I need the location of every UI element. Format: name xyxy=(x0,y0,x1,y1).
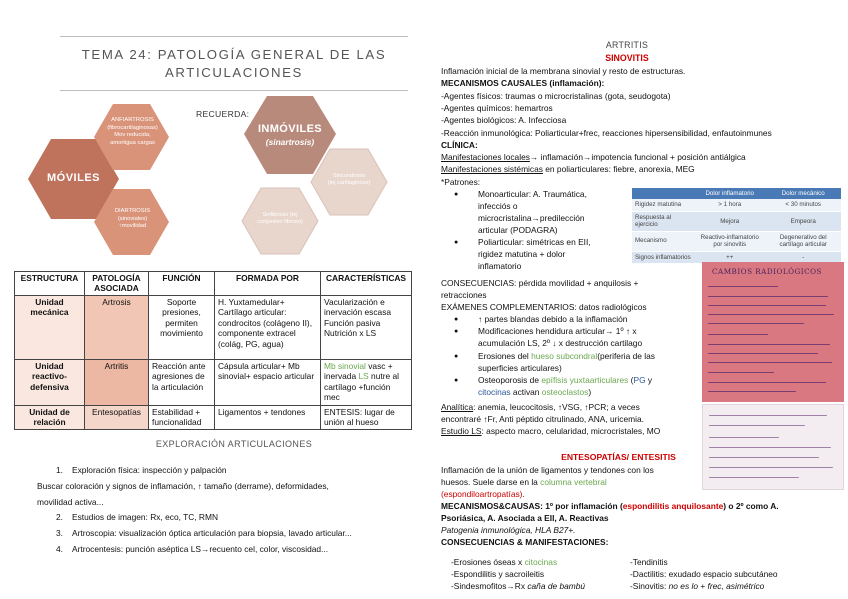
artritis-line-3: -Agentes físicos: traumas o microcristalinas (gota, seudogota) xyxy=(441,91,671,101)
explo-item-1c: movilidad activa... xyxy=(37,497,104,507)
diartrosis-desc: ↑movilidad xyxy=(118,223,147,230)
col-funcion: FUNCIÓN xyxy=(149,272,215,296)
examen-3a xyxy=(478,351,655,362)
entesis-line-4 xyxy=(441,501,779,512)
handwriting-line xyxy=(708,372,774,373)
dolor-header-row xyxy=(632,188,841,199)
handwriting-line xyxy=(709,477,799,478)
sinovitis-heading: SINOVITIS xyxy=(605,53,649,63)
analitica-text: : anemia, leucocitosis, ↑VSG, ↑PCR; a veces xyxy=(473,402,640,412)
diartrosis-name: DIARTROSIS xyxy=(114,208,151,214)
table-row xyxy=(632,199,841,211)
caract-ls: LS xyxy=(358,371,369,382)
e4-activan: activan xyxy=(510,387,542,397)
bullet-icon: ● xyxy=(454,353,459,360)
dolor-col-0 xyxy=(632,188,694,199)
dolor-cell: Reactivo-inflamatorio por sinovitis xyxy=(694,231,765,251)
table-header-row xyxy=(15,272,412,296)
e4-green: epífisis yuxtaarticulares xyxy=(541,375,629,385)
dolor-cell: > 1 hora xyxy=(694,199,765,211)
col-patologia: PATOLOGÍA ASOCIADA xyxy=(85,272,149,296)
handwriting-line xyxy=(708,344,830,345)
col-formada: FORMADA POR xyxy=(215,272,321,296)
handwritten-note-image xyxy=(702,262,844,402)
handwriting-line xyxy=(708,323,804,324)
table-row xyxy=(15,405,412,429)
e3-text: Erosiones del xyxy=(478,351,532,361)
dolor-cell: Empeora xyxy=(765,211,841,231)
manif-locales-text: → inflamación→impotencia funcional + posición antiálgica xyxy=(529,152,746,162)
clinica-label: CLÍNICA: xyxy=(441,140,478,150)
examen-2a: Modificaciones hendidura articular→ 1º ↑ x xyxy=(478,326,637,336)
table-row xyxy=(15,295,412,359)
hex-diartrosis-text xyxy=(96,208,169,231)
inmoviles-label: INMÓVILES xyxy=(257,123,323,135)
hex-sincondrosis-text xyxy=(311,173,387,188)
hex-sinfibrosis-text xyxy=(242,212,318,227)
analitica-2: encontraré ↑Fr, Anti péptido citrulinado, ANA, uricemia. xyxy=(441,414,644,424)
manifestaciones-sistemicas xyxy=(441,164,695,175)
handwriting-line xyxy=(708,353,818,354)
cell-patologia: Artritis xyxy=(85,359,149,405)
table-row xyxy=(15,359,412,405)
dolor-cell: ++ xyxy=(694,251,765,263)
caract-text-a: vasc + inervada xyxy=(324,360,393,382)
cell-funcion: Estabilidad + funcionalidad xyxy=(149,405,215,429)
manifestaciones-locales xyxy=(441,152,746,163)
cell-caracteristicas: Vacularización e inervación escasa Función pasiva Nutrición x LS xyxy=(321,295,412,359)
patron-mono-2: infecciós o xyxy=(478,201,518,211)
manif-locales-label: Manifestaciones locales xyxy=(441,152,530,162)
hex-inmoviles-text xyxy=(244,122,336,148)
artritis-line-5: -Agentes biológicos: A. Infecciosa xyxy=(441,115,567,125)
sinartrosis-label: (sinartrosis) xyxy=(265,136,315,147)
entesis-mec-b: ) o 2º como A. xyxy=(723,501,779,511)
manif-text: -Sinovitis: xyxy=(630,581,669,591)
caract-text-b: nutre al cartílago +función mec xyxy=(324,371,399,403)
patron-mono-4: articular (PODAGRA) xyxy=(478,225,558,235)
patron-poli-2: rigidez matutina + dolor xyxy=(478,249,566,259)
e4-pg: PG xyxy=(633,375,646,385)
manif-sistemicas-text: en poliarticulares: fiebre, anorexia, MEG xyxy=(542,164,695,174)
cell-estructura: Unidad de relación xyxy=(15,405,85,429)
table-row xyxy=(632,231,841,251)
entesis-line-1: Inflamación de la unión de ligamentos y tendones con los xyxy=(441,465,654,475)
e4-paren: ( xyxy=(628,375,634,385)
dolor-cell: - xyxy=(765,251,841,263)
handwriting-line xyxy=(709,437,779,438)
estudio-ls-text: : aspecto macro, celularidad, microcristales, MO xyxy=(481,426,661,436)
manif-sistemicas-label: Manifestaciones sistémicas xyxy=(441,164,543,174)
manif-italic: caña de bambú xyxy=(527,581,586,591)
manif-italic: no es lo + frec, asimétrico xyxy=(668,581,765,591)
sincondrosis-name: Sincondrosis xyxy=(332,173,366,179)
sinfibrosis-line-1: Sinfibrosis (tej xyxy=(262,212,298,218)
manif-left-2: -Espondilitis y sacroileitis xyxy=(451,569,545,579)
explo-text: Exploración física: inspección y palpación xyxy=(72,465,227,475)
examen-2b: acumulación LS, 2º ↓ x destrucción cartilago xyxy=(478,338,643,348)
sinfibrosis-line-2: conjuntivo fibroso) xyxy=(257,219,303,226)
entesis-line-6: Patogenia inmunológica, HLA B27+. xyxy=(441,525,576,535)
handwriting-line xyxy=(708,286,778,287)
table-row xyxy=(632,211,841,231)
sincondrosis-type: (tej cartilaginoso) xyxy=(327,180,371,187)
cell-formada: H. Yuxtamedular+ Cartílago articular: condrocitos (colágeno II), componente extracel (colág, PG, agua) xyxy=(215,295,321,359)
handwriting-line xyxy=(708,382,826,383)
cell-caracteristicas xyxy=(321,359,412,405)
handwriting-line xyxy=(708,296,828,297)
manif-text: -Sindesmofitos→Rx xyxy=(451,581,528,591)
explo-text: Artroscopia: visualización óptica articulación para biopsia, lavado articular... xyxy=(72,528,352,538)
explo-item-3 xyxy=(56,528,352,539)
anfiartrosis-desc-2: amortigua cargas xyxy=(110,139,155,146)
handwriting-line xyxy=(709,467,833,468)
e3-green: hueso subcondral xyxy=(531,351,598,361)
dolor-cell: Respuesta al ejercicio xyxy=(632,211,694,231)
examen-3b: superficies articulares) xyxy=(478,363,562,373)
handwriting-line xyxy=(709,447,831,448)
artritis-heading: ARTRITIS xyxy=(605,40,649,50)
handwriting-line xyxy=(708,334,768,335)
cell-estructura: Unidad mecánica xyxy=(15,295,85,359)
cell-formada: Ligamentos + tendones xyxy=(215,405,321,429)
explo-num: 1. xyxy=(56,465,63,475)
patron-mono-1: Monoarticular: A. Traumática, xyxy=(478,189,587,199)
dolor-cell: Mejora xyxy=(694,211,765,231)
manif-left-3 xyxy=(451,581,585,592)
entesis-line-5: Psoriásica, A. Asociada a EII, A. Reactivas xyxy=(441,513,609,523)
manif-right-1: -Tendinitis xyxy=(630,557,668,567)
entesis-line-7: CONSECUENCIAS & MANIFESTACIONES: xyxy=(441,537,609,547)
entesis-dot: . xyxy=(522,489,525,499)
dolor-comparison-table xyxy=(632,188,841,264)
cell-formada: Cápsula articular+ Mb sinovial+ espacio articular xyxy=(215,359,321,405)
estudio-ls xyxy=(441,426,660,437)
handwriting-line xyxy=(709,425,805,426)
joint-structures-table xyxy=(14,271,412,430)
bullet-icon: ● xyxy=(454,316,459,323)
artritis-line-1: Inflamación inicial de la membrana sinovial y resto de estructuras. xyxy=(441,66,686,76)
recuerda-label: RECUERDA: xyxy=(196,109,250,119)
cell-estructura: Unidad reactivo-defensiva xyxy=(15,359,85,405)
analitica-label: Analítica xyxy=(441,402,474,412)
explo-text: Artrocentesis: punción aséptica LS→recuento cel, color, viscosidad... xyxy=(72,544,329,554)
bullet-icon: ● xyxy=(454,377,459,384)
cell-funcion: Reacción ante agresiones de la articulación xyxy=(149,359,215,405)
anfiartrosis-type: (fibrocartilaginosas) xyxy=(107,124,158,131)
consecuencias-1: CONSECUENCIAS: pérdida movilidad + anquilosis + xyxy=(441,278,639,288)
dolor-col-1: Dolor inflamatorio xyxy=(694,188,765,199)
anfiartrosis-desc-1: Mov reducida, xyxy=(114,132,151,139)
explo-item-2 xyxy=(56,512,218,523)
explo-num: 3. xyxy=(56,528,63,538)
dolor-cell: Signos inflamatorios xyxy=(632,251,694,263)
hex-moviles-label: MÓVILES xyxy=(46,172,100,184)
entesis-green: columna vertebral xyxy=(540,477,607,487)
handwriting-line xyxy=(708,314,834,315)
anfiartrosis-name: ANFIARTROSIS xyxy=(111,117,154,123)
entesis-mec-red: espondilitis anquilosante xyxy=(622,501,724,511)
manif-green: citocinas xyxy=(524,557,558,567)
cell-funcion: Soporte presiones, permiten movimiento xyxy=(149,295,215,359)
exploracion-heading: EXPLORACIÓN ARTICULACIONES xyxy=(155,439,313,449)
entesis-red: (espondiloartropatías) xyxy=(441,489,523,499)
e4-citocinas: citocinas xyxy=(478,387,511,397)
dolor-cell: < 30 minutos xyxy=(765,199,841,211)
handwriting-line xyxy=(708,305,826,306)
hex-anfiartrosis-text xyxy=(96,117,169,147)
cell-patologia: Artrosis xyxy=(85,295,149,359)
artritis-line-6: -Reacción inmunológica: Poliarticular+frec, reacciones hipersensibilidad, enfautoinmunes xyxy=(441,128,772,138)
manif-right-3 xyxy=(630,581,764,592)
examen-1: ↑ partes blandas debido a la inflamación xyxy=(478,314,628,324)
diartrosis-type: (sinoviales) xyxy=(117,215,148,222)
artritis-line-2: MECANISMOS CAUSALES (inflamación): xyxy=(441,78,605,88)
e4-text: Osteoporosis de xyxy=(478,375,542,385)
manif-left-1 xyxy=(451,557,557,568)
e4-osteoclastos: osteoclastos xyxy=(541,387,589,397)
title-top-rule xyxy=(60,36,408,37)
analitica-1 xyxy=(441,402,640,413)
entesis-line-2 xyxy=(441,477,607,488)
examen-4b xyxy=(478,387,591,398)
e3-text-b: (periferia de las xyxy=(597,351,655,361)
bullet-icon: ● xyxy=(454,328,459,335)
explo-item-1b: Buscar coloración y signos de inflamación, ↑ tamaño (derrame), deformidades, xyxy=(37,481,329,491)
artritis-line-4: -Agentes químicos: hemartros xyxy=(441,103,553,113)
patron-poli-3: inflamatorio xyxy=(478,261,522,271)
patron-poli-1: Poliarticular: simétricas en EII, xyxy=(478,237,591,247)
handwriting-line xyxy=(708,362,832,363)
dolor-cell: Rigidez matutina xyxy=(632,199,694,211)
entesis-mec-a: MECANISMOS&CAUSAS: 1º por inflamación ( xyxy=(441,501,623,511)
consecuencias-2: retracciones xyxy=(441,290,487,300)
e4-close: ) xyxy=(588,387,592,397)
manif-right-2: -Dactilitis: exudado espacio subcutáneo xyxy=(630,569,778,579)
bullet-icon: ● xyxy=(454,239,459,246)
explo-item-1 xyxy=(56,465,227,476)
handwritten-note-image-2 xyxy=(702,404,844,490)
handwriting-line xyxy=(709,415,827,416)
patron-mono-3: microcristalina→predilección xyxy=(478,213,585,223)
col-estructura: ESTRUCTURA xyxy=(15,272,85,296)
examenes-heading: EXÁMENES COMPLEMENTARIOS: datos radiológicos xyxy=(441,302,647,312)
caract-mb-sinovial: Mb sinovial xyxy=(324,360,366,371)
estudio-ls-label: Estudio LS xyxy=(441,426,482,436)
explo-num: 4. xyxy=(56,544,63,554)
col-caracteristicas: CARACTERÍSTICAS xyxy=(321,272,412,296)
dolor-cell: Degenerativo del cartílago articular xyxy=(765,231,841,251)
title-bottom-rule xyxy=(60,90,408,91)
dolor-cell: Mecanismo xyxy=(632,231,694,251)
entesis-line-3 xyxy=(441,489,525,500)
manif-text: -Erosiones óseas x xyxy=(451,557,525,567)
bullet-icon: ● xyxy=(454,191,459,198)
page-title: TEMA 24: PATOLOGÍA GENERAL DE LAS ARTICULACIONES xyxy=(81,47,387,81)
explo-item-4 xyxy=(56,544,328,555)
e4-y: y xyxy=(645,375,653,385)
dolor-col-2: Dolor mecánico xyxy=(765,188,841,199)
examen-4a xyxy=(478,375,652,386)
explo-num: 2. xyxy=(56,512,63,522)
handwritten-note-title: CAMBIOS RADIOLÓGICOS xyxy=(712,267,822,276)
entesopatias-heading: ENTESOPATÍAS/ ENTESITIS xyxy=(561,452,676,462)
cell-caracteristicas: ENTESIS: lugar de unión al hueso xyxy=(321,405,412,429)
handwriting-line xyxy=(708,391,796,392)
patrones-label: *Patrones: xyxy=(441,177,481,187)
cell-patologia: Entesopatías xyxy=(85,405,149,429)
explo-text: Estudios de imagen: Rx, eco, TC, RMN xyxy=(72,512,218,522)
entesis-text: huesos. Suele darse en la xyxy=(441,477,541,487)
